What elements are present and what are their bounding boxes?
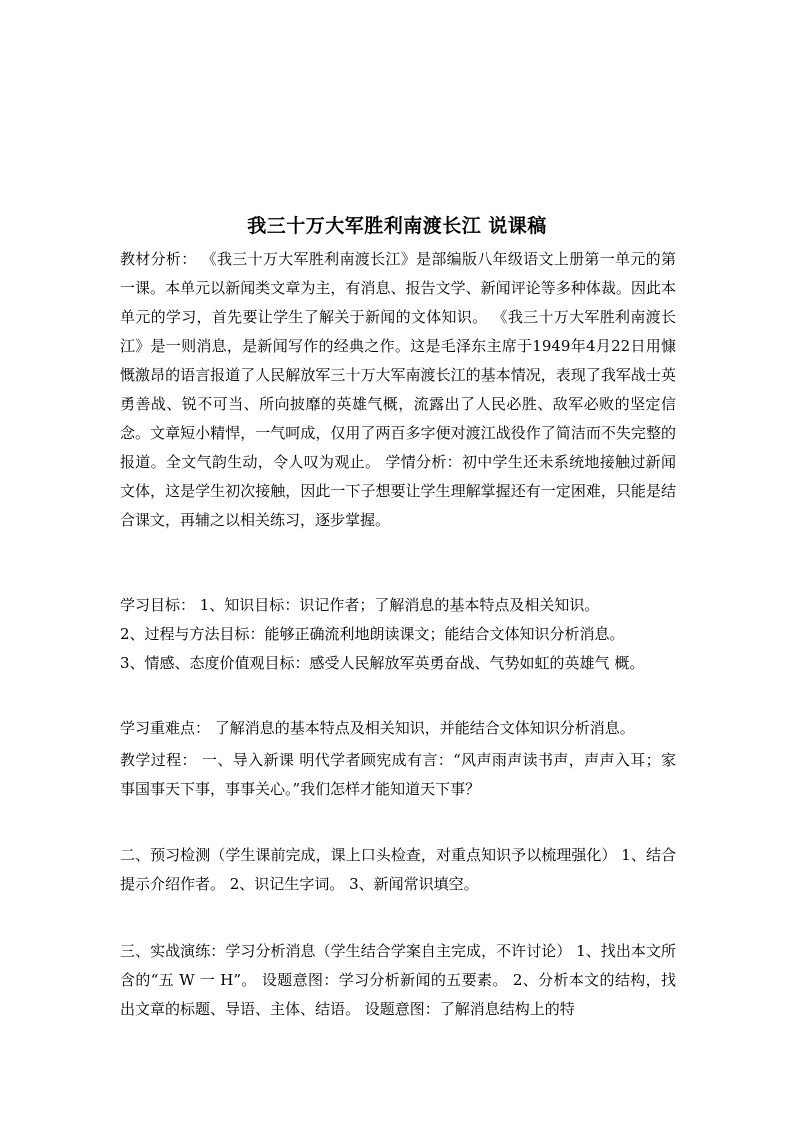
paragraph-process-goals: 2、过程与方法目标：能够正确流利地朗读课文；能结合文体知识分析消息。 [120,625,625,643]
paragraph-textbook-analysis: 教材分析： 《我三十万大军胜利南渡长江》是部编版八年级语文上册第一单元的第一课。本单元以新闻类文章为主，有消息、报告文学、新闻评论等多种体裁。因此本单元的学习，首先要让学生了解关于新闻的文体知识。 《我三十万大军胜利南渡长江》是一则消息，是新闻写作的经典之作。这是毛泽东主席于1949年4月22日用慷慨激昂的语言报道了人民解放军三十万大军南渡长江的基本情况，表现了我军战士英勇善战、锐不可当、所向披靡的英雄气概，流露出了人民必胜、敌军必败的坚定信念。文章短小精悍，一气呵成，仅用了两百多字便对渡江战役作了简洁而不失完整的报道。全文气韵生动，令人叹为观止。 学情分析：初中学生还未系统地接触过新闻文体，这是学生初次接触，因此一下子想要让学生理解掌握还有一定困难，只能是结合课文，再辅之以相关练习，逐步掌握。 [120,250,676,529]
paragraph-emotion-goals: 3、情感、态度价值观目标：感受人民解放军英勇奋战、气势如虹的英雄气 概。 [120,654,645,672]
paragraph-practice: 三、实战演练：学习分析消息（学生结合学案自主完成，不许讨论） 1、找出本文所含的“五 W 一 H”。 设题意图：学习分析新闻的五要素。 2、分析本文的结构，找出文章的标题、导语、主体、结语。 设题意图：了解消息结构上的特 [120,942,676,1018]
paragraph-key-difficulties: 学习重难点： 了解消息的基本特点及相关知识，并能结合文体知识分析消息。 [120,719,635,737]
paragraph-teaching-process: 教学过程： 一、导入新课 明代学者顾宪成有言：“风声雨声读书声，声声入耳；家事国事天下事，事事关心。”我们怎样才能知道天下事？ [120,751,676,798]
document-title: 我三十万大军胜利南渡长江 说课稿 [247,215,547,237]
paragraph-learning-goals: 学习目标： 1、知识目标：识记作者；了解消息的基本特点及相关知识。 [120,596,600,614]
paragraph-preview-check: 二、预习检测（学生课前完成，课上口头检查，对重点知识予以梳理强化） 1、结合提示介绍作者。 2、识记生字词。 3、新闻常识填空。 [120,846,676,893]
